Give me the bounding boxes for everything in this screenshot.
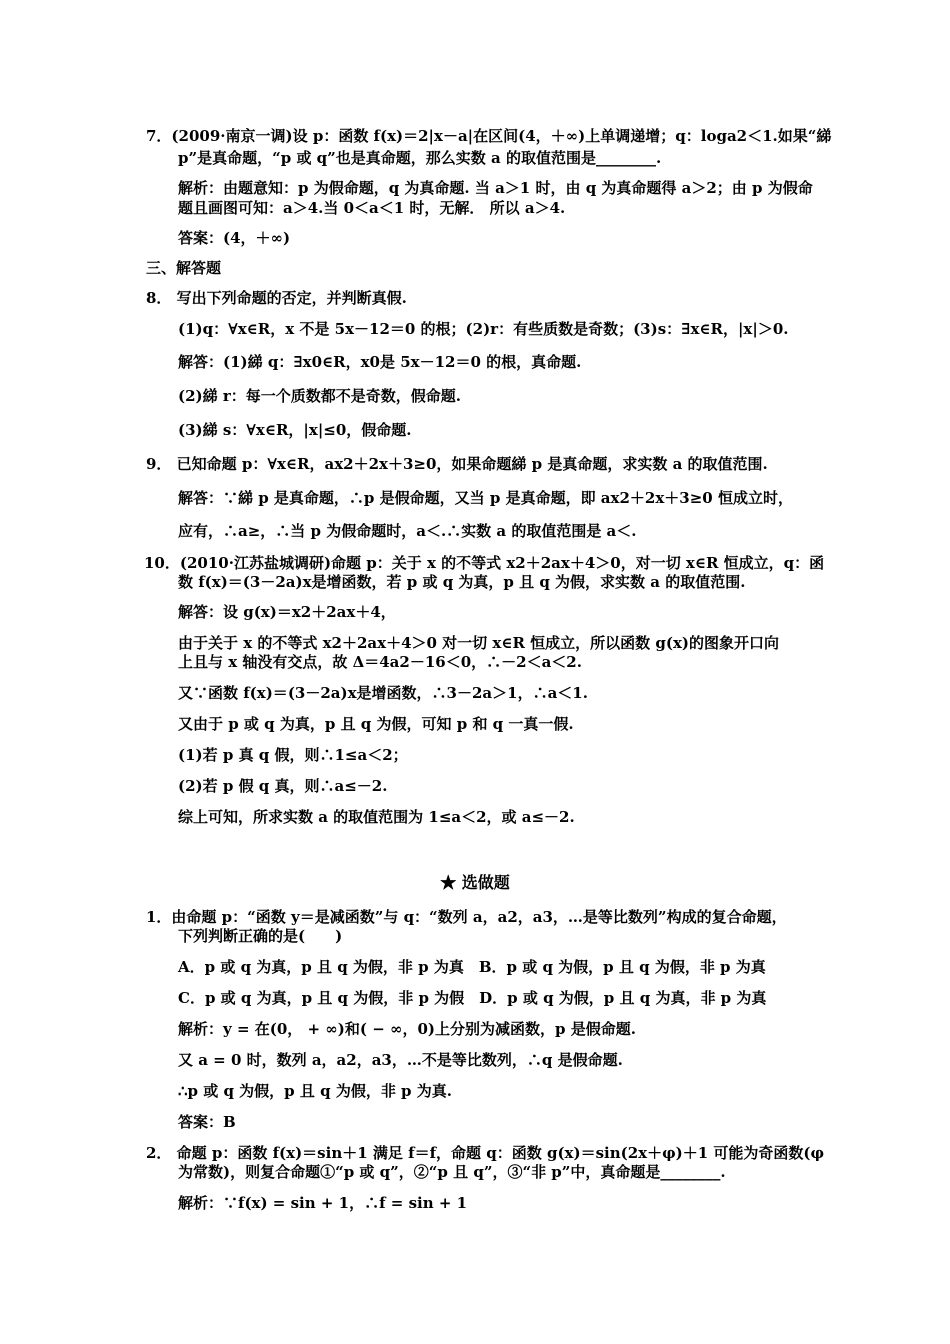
question-7-line-1: 7．(2009·南京一调)设 p：函数 f(x)＝2|x－a|在区间(4，＋∞)上单调递增；q：loga2＜1.如果“綈 — [146, 127, 832, 145]
optional-1-analysis-3: ∴p 或 q 为假，p 且 q 为假，非 p 为真. — [178, 1082, 452, 1100]
optional-1-answer: 答案：B — [178, 1113, 236, 1131]
question-8-line-1: 8． 写出下列命题的否定，并判断真假. — [146, 289, 407, 307]
question-10-solution-6: (1)若 p 真 q 假，则∴1≤a＜2； — [178, 746, 408, 764]
optional-1-options-cd: C．p 或 q 为真，p 且 q 为假，非 p 为假 D．p 或 q 为假，p 且 q 为真，非 p 为真 — [178, 989, 767, 1007]
question-8-solution-3: (3)綈 s：∀x∈R，|x|≤0，假命题. — [178, 421, 412, 439]
optional-2-line-1: 2． 命题 p：函数 f(x)＝sin＋1 满足 f＝f，命题 q：函数 g(x)＝sin(2x＋φ)＋1 可能为奇函数(φ — [146, 1144, 825, 1162]
question-8-line-2: (1)q：∀x∈R，x 不是 5x－12＝0 的根；(2)r：有些质数是奇数；(3)s：∃x∈R，|x|＞0. — [178, 320, 789, 338]
optional-2-analysis-1: 解析：∵f(x) = sin + 1，∴f = sin + 1 — [178, 1194, 468, 1212]
question-9-solution-1: 解答：∵綈 p 是真命题，∴p 是假命题，又当 p 是真命题，即 ax2＋2x＋3≥0 恒成立时， — [178, 489, 793, 507]
optional-2-line-2: 为常数)，则复合命题①“p 或 q”，②“p 且 q”，③“非 p”中，真命题是________. — [178, 1163, 726, 1181]
question-7-analysis-2: 题且画图可知：a＞4.当 0＜a＜1 时，无解． 所以 a＞4. — [178, 199, 566, 217]
question-10-solution-8: 综上可知，所求实数 a 的取值范围为 1≤a＜2，或 a≤－2. — [178, 808, 575, 826]
question-9-solution-2: 应有，∴a≥，∴当 p 为假命题时，a＜.∴实数 a 的取值范围是 a＜. — [178, 522, 637, 540]
question-10-solution-4: 又∵函数 f(x)＝(3－2a)x是增函数，∴3－2a＞1，∴a＜1. — [178, 684, 588, 702]
question-10-solution-5: 又由于 p 或 q 为真，p 且 q 为假，可知 p 和 q 一真一假. — [178, 715, 574, 733]
question-10-solution-3: 上且与 x 轴没有交点，故 Δ＝4a2－16＜0，∴－2＜a＜2. — [178, 653, 582, 671]
question-10-solution-2: 由于关于 x 的不等式 x2＋2ax＋4＞0 对一切 x∈R 恒成立，所以函数 g(x)的图象开口向 — [178, 634, 779, 652]
question-8-solution-1: 解答：(1)綈 q：∃x0∈R，x0是 5x－12＝0 的根，真命题. — [178, 353, 582, 371]
optional-1-options-ab: A．p 或 q 为真，p 且 q 为假，非 p 为真 B．p 或 q 为假，p 且 q 为假，非 p 为真 — [178, 958, 766, 976]
question-9-line-1: 9． 已知命题 p：∀x∈R，ax2＋2x＋3≥0，如果命题綈 p 是真命题，求实数 a 的取值范围. — [146, 455, 768, 473]
question-7-answer: 答案：(4，＋∞) — [178, 229, 291, 247]
question-10-line-2: 数 f(x)＝(3－2a)x是增函数，若 p 或 q 为真，p 且 q 为假，求实数 a 的取值范围. — [178, 573, 746, 591]
optional-1-line-1: 1．由命题 p：“函数 y＝是减函数”与 q：“数列 a，a2，a3，…是等比数列”构成的复合命题， — [146, 908, 787, 926]
question-10-solution-7: (2)若 p 假 q 真，则∴a≤－2. — [178, 777, 388, 795]
question-8-solution-2: (2)綈 r：每一个质数都不是奇数，假命题. — [178, 387, 461, 405]
optional-1-analysis-2: 又 a = 0 时，数列 a，a2，a3，…不是等比数列，∴q 是假命题. — [178, 1051, 623, 1069]
optional-1-analysis-1: 解析：y = 在(0， + ∞)和( − ∞，0)上分别为减函数，p 是假命题. — [178, 1020, 636, 1038]
question-7-line-2: p”是真命题，“p 或 q”也是真命题，那么实数 a 的取值范围是________. — [178, 149, 662, 167]
optional-section-title: ★ 选做题 — [440, 873, 510, 892]
section-heading-3: 三、解答题 — [146, 259, 222, 277]
question-10-line-1: 10．(2010·江苏盐城调研)命题 p：关于 x 的不等式 x2＋2ax＋4＞0，对一切 x∈R 恒成立，q：函 — [144, 554, 825, 572]
question-7-analysis-1: 解析：由题意知：p 为假命题，q 为真命题. 当 a＞1 时，由 q 为真命题得 a＞2；由 p 为假命 — [178, 179, 813, 197]
question-10-solution-1: 解答：设 g(x)＝x2＋2ax＋4， — [178, 603, 396, 621]
optional-1-line-2: 下列判断正确的是( ) — [178, 927, 343, 945]
